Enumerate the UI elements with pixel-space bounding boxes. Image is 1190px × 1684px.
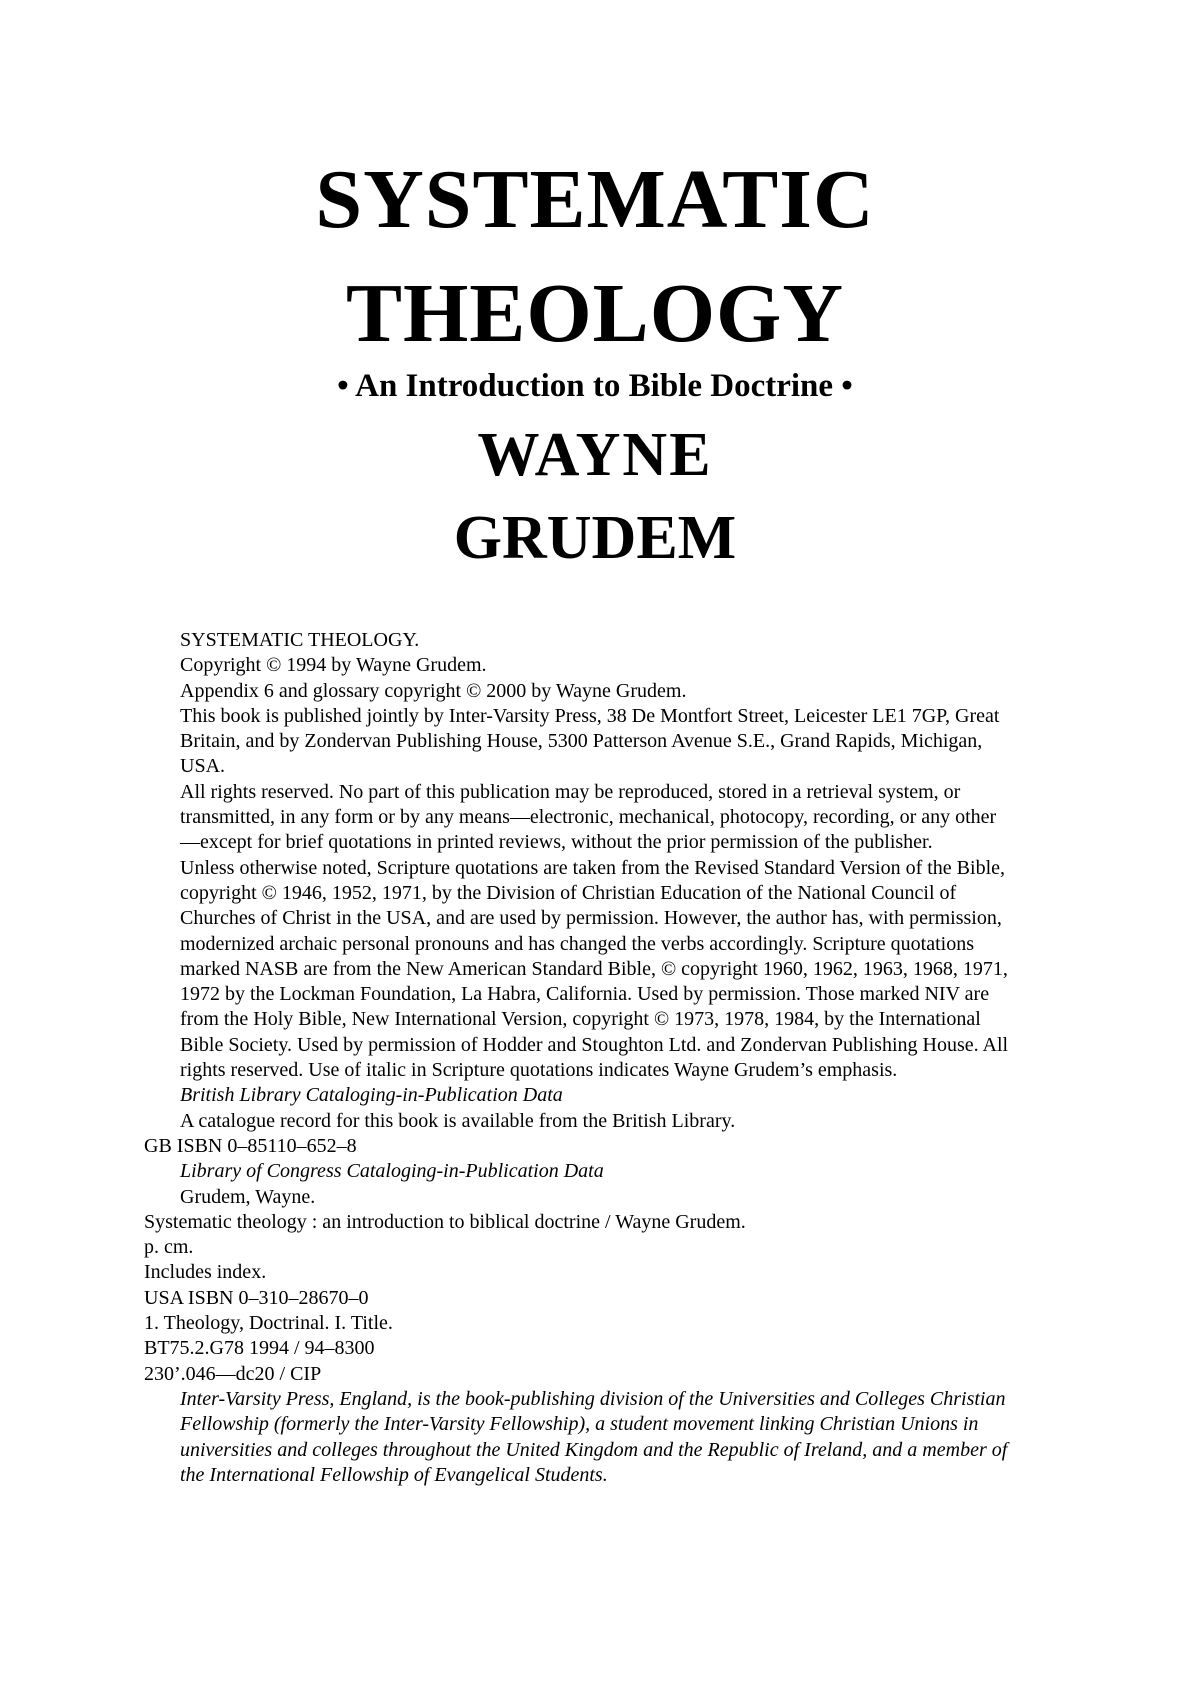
copyright-title-line: SYSTEMATIC THEOLOGY. <box>180 629 420 651</box>
copyright-block <box>0 628 1190 1488</box>
gb-isbn: GB ISBN 0–85110–652–8 <box>144 1134 357 1157</box>
cip-pages: p. cm. <box>144 1236 194 1259</box>
ivp-description-paragraph: Inter-Varsity Press, England, is the book-publishing division of the Universities and Colleges Christian Fellowship (formerly the Inter-Varsity Fellowship), a student movement linking Christian Unions in universities and colleges throughout the United Kingdom and the Republic of Ireland, and a member of the International Fellowship of Evangelical Students. <box>180 1387 1008 1486</box>
author-name-line-2: GRUDEM <box>453 504 737 572</box>
appendix-copyright-notice: Appendix 6 and glossary copyright © 2000 by Wayne Grudem. <box>180 679 687 702</box>
cip-title: Systematic theology : an introduction to biblical doctrine / Wayne Grudem. <box>144 1210 746 1233</box>
usa-isbn: USA ISBN 0–310–28670–0 <box>144 1286 369 1309</box>
book-title-line-1: SYSTEMATIC <box>315 153 875 246</box>
author-name-line-1: WAYNE <box>477 421 713 489</box>
british-library-heading: British Library Cataloging-in-Publication Data <box>180 1084 563 1107</box>
british-library-record: A catalogue record for this book is available from the British Library. <box>180 1109 736 1132</box>
cip-call-number: BT75.2.G78 1994 / 94–8300 <box>144 1337 375 1360</box>
library-of-congress-heading: Library of Congress Cataloging-in-Publication Data <box>180 1160 604 1183</box>
book-subtitle: • An Introduction to Bible Doctrine • <box>337 368 853 404</box>
cip-author: Grudem, Wayne. <box>180 1185 316 1208</box>
cip-dewey-number: 230’.046—dc20 / CIP <box>144 1362 322 1385</box>
publisher-paragraph: This book is published jointly by Inter-Varsity Press, 38 De Montfort Street, Leicester LE1 7GP, Great Britain, and by Zondervan Publishing House, 5300 Patterson Avenue S.E., Grand Rapids, Michigan, USA. <box>180 704 1000 778</box>
rights-paragraph: All rights reserved. No part of this publication may be reproduced, stored in a retrieval system, or transmitted, in any form or by any means—electronic, mechanical, photocopy, recording, or any other—except for brief quotations in printed reviews, without the prior permission of the publisher. <box>180 780 997 854</box>
cip-index-note: Includes index. <box>144 1261 267 1284</box>
cip-subject: 1. Theology, Doctrinal. I. Title. <box>144 1312 393 1335</box>
book-title-line-2: THEOLOGY <box>345 267 845 360</box>
copyright-notice: Copyright © 1994 by Wayne Grudem. <box>180 654 487 677</box>
scripture-permissions-paragraph: Unless otherwise noted, Scripture quotations are taken from the Revised Standard Version of the Bible, copyright © 1946, 1952, 1971, by the Division of Christian Education of the National Council of Churches of Christ in the USA, and are used by permission. However, the author has, with permission, modernized archaic personal pronouns and has changed the verbs accordingly. Scripture quotations marked NASB are from the New American Standard Bible, © copyright 1960, 1962, 1963, 1968, 1971, 1972 by the Lockman Foundation, La Habra, California. Used by permission. Those marked NIV are from the Holy Bible, New International Version, copyright © 1973, 1978, 1984, by the International Bible Society. Used by permission of Hodder and Stoughton Ltd. and Zondervan Publishing House. All rights reserved. Use of italic in Scripture quotations indicates Wayne Grudem’s emphasis. <box>180 856 1009 1082</box>
